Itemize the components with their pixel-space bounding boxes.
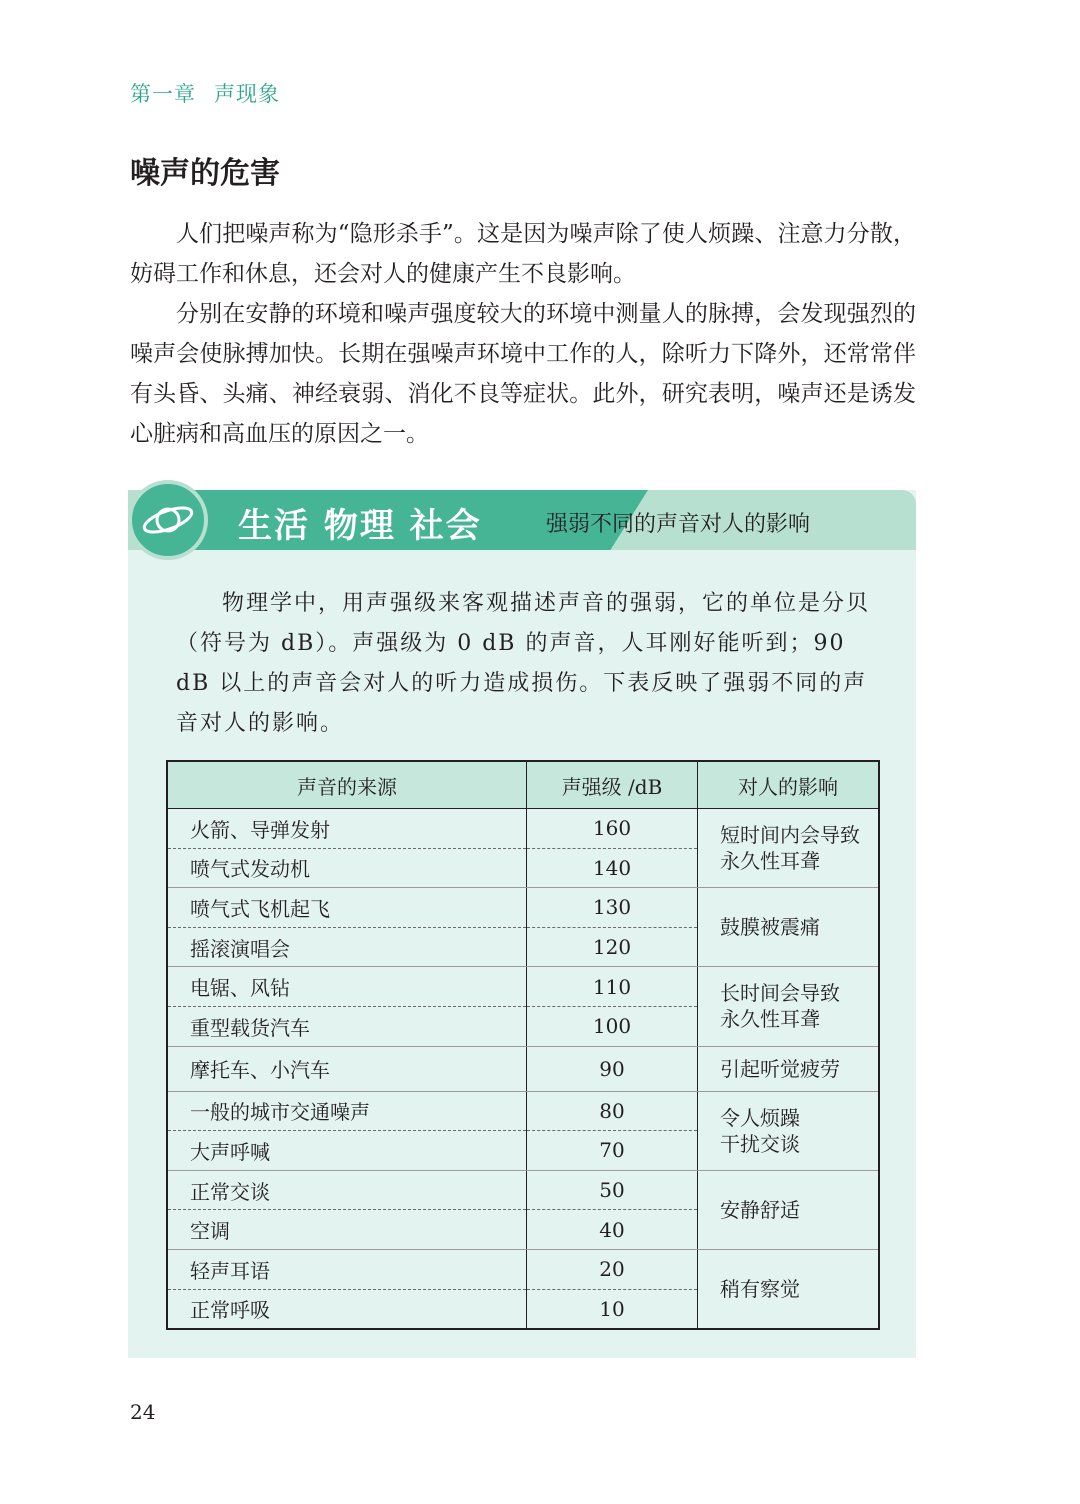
source-cell: 空调	[167, 1210, 527, 1250]
chapter-number: 第一章	[130, 82, 196, 106]
level-cell: 130	[527, 888, 698, 928]
level-cell: 20	[527, 1249, 698, 1289]
source-cell: 喷气式飞机起飞	[167, 888, 527, 928]
level-cell: 50	[527, 1170, 698, 1210]
banner-subtitle: 强弱不同的声音对人的影响	[546, 512, 811, 537]
level-cell: 160	[527, 809, 698, 849]
planet-icon	[128, 480, 208, 560]
source-cell: 摇滚演唱会	[167, 927, 527, 967]
table-row	[167, 809, 879, 849]
effect-cell: 引起听觉疲劳	[698, 1046, 880, 1091]
table-header-row	[167, 761, 879, 809]
table-row	[167, 1170, 879, 1210]
effect-cell: 稍有察觉	[698, 1249, 880, 1329]
source-cell: 重型载货汽车	[167, 1006, 527, 1046]
level-cell: 10	[527, 1289, 698, 1329]
level-cell: 90	[527, 1046, 698, 1091]
table-row	[167, 1046, 879, 1091]
table-row	[167, 888, 879, 928]
header-source: 声音的来源	[167, 761, 527, 809]
source-cell: 喷气式发动机	[167, 848, 527, 888]
effect-cell	[698, 809, 880, 888]
paragraph-1: 人们把噪声称为“隐形杀手”。这是因为噪声除了使人烦躁、注意力分散，妨碍工作和休息，还会对人的健康产生不良影响。	[130, 221, 916, 287]
effect-line: 长时间会导致	[720, 981, 840, 1006]
level-cell: 80	[527, 1091, 698, 1131]
effect-line: 干扰交谈	[720, 1131, 800, 1156]
effect-cell	[698, 1091, 880, 1170]
chapter-title: 声现象	[214, 82, 280, 106]
source-cell: 摩托车、小汽车	[167, 1046, 527, 1091]
effect-cell: 安静舒适	[698, 1170, 880, 1249]
level-cell: 110	[527, 967, 698, 1007]
effect-line: 永久性耳聋	[720, 1007, 820, 1032]
effect-cell	[698, 967, 880, 1046]
source-cell: 大声呼喊	[167, 1131, 527, 1171]
source-cell: 正常交谈	[167, 1170, 527, 1210]
sidebar-paragraph: 物理学中，用声强级来客观描述声音的强弱，它的单位是分贝（符号为 dB）。声强级为 0 dB 的声音，人耳刚好能听到；90 dB 以上的声音会对人的听力造成损伤。下表反映了强弱不同的声音对人的影响。	[176, 591, 871, 736]
source-cell: 轻声耳语	[167, 1249, 527, 1289]
level-cell: 70	[527, 1131, 698, 1171]
source-cell: 电锯、风钻	[167, 967, 527, 1007]
table-row	[167, 1249, 879, 1289]
level-cell: 100	[527, 1006, 698, 1046]
source-cell: 火箭、导弹发射	[167, 809, 527, 849]
effect-line: 令人烦躁	[720, 1105, 800, 1130]
source-cell: 正常呼吸	[167, 1289, 527, 1329]
chapter-header	[130, 78, 280, 108]
level-cell: 120	[527, 927, 698, 967]
table-row	[167, 1091, 879, 1131]
paragraph-2: 分别在安静的环境和噪声强度较大的环境中测量人的脉搏，会发现强烈的噪声会使脉搏加快。长期在强噪声环境中工作的人，除听力下降外，还常常伴有头昏、头痛、神经衰弱、消化不良等症状。此外，研究表明，噪声还是诱发心脏病和高血压的原因之一。	[130, 301, 916, 447]
header-level: 声强级 /dB	[527, 761, 698, 809]
level-cell: 40	[527, 1210, 698, 1250]
effect-cell: 鼓膜被震痛	[698, 888, 880, 967]
table-row	[167, 967, 879, 1007]
effect-line: 短时间内会导致	[720, 823, 860, 848]
sound-level-table	[166, 760, 880, 1330]
level-cell: 140	[527, 848, 698, 888]
header-effect: 对人的影响	[698, 761, 880, 809]
banner-title: 生活 物理 社会	[238, 506, 482, 546]
page-number: 24	[130, 1400, 156, 1424]
effect-line: 永久性耳聋	[720, 849, 820, 874]
section-title: 噪声的危害	[130, 156, 280, 191]
source-cell: 一般的城市交通噪声	[167, 1091, 527, 1131]
